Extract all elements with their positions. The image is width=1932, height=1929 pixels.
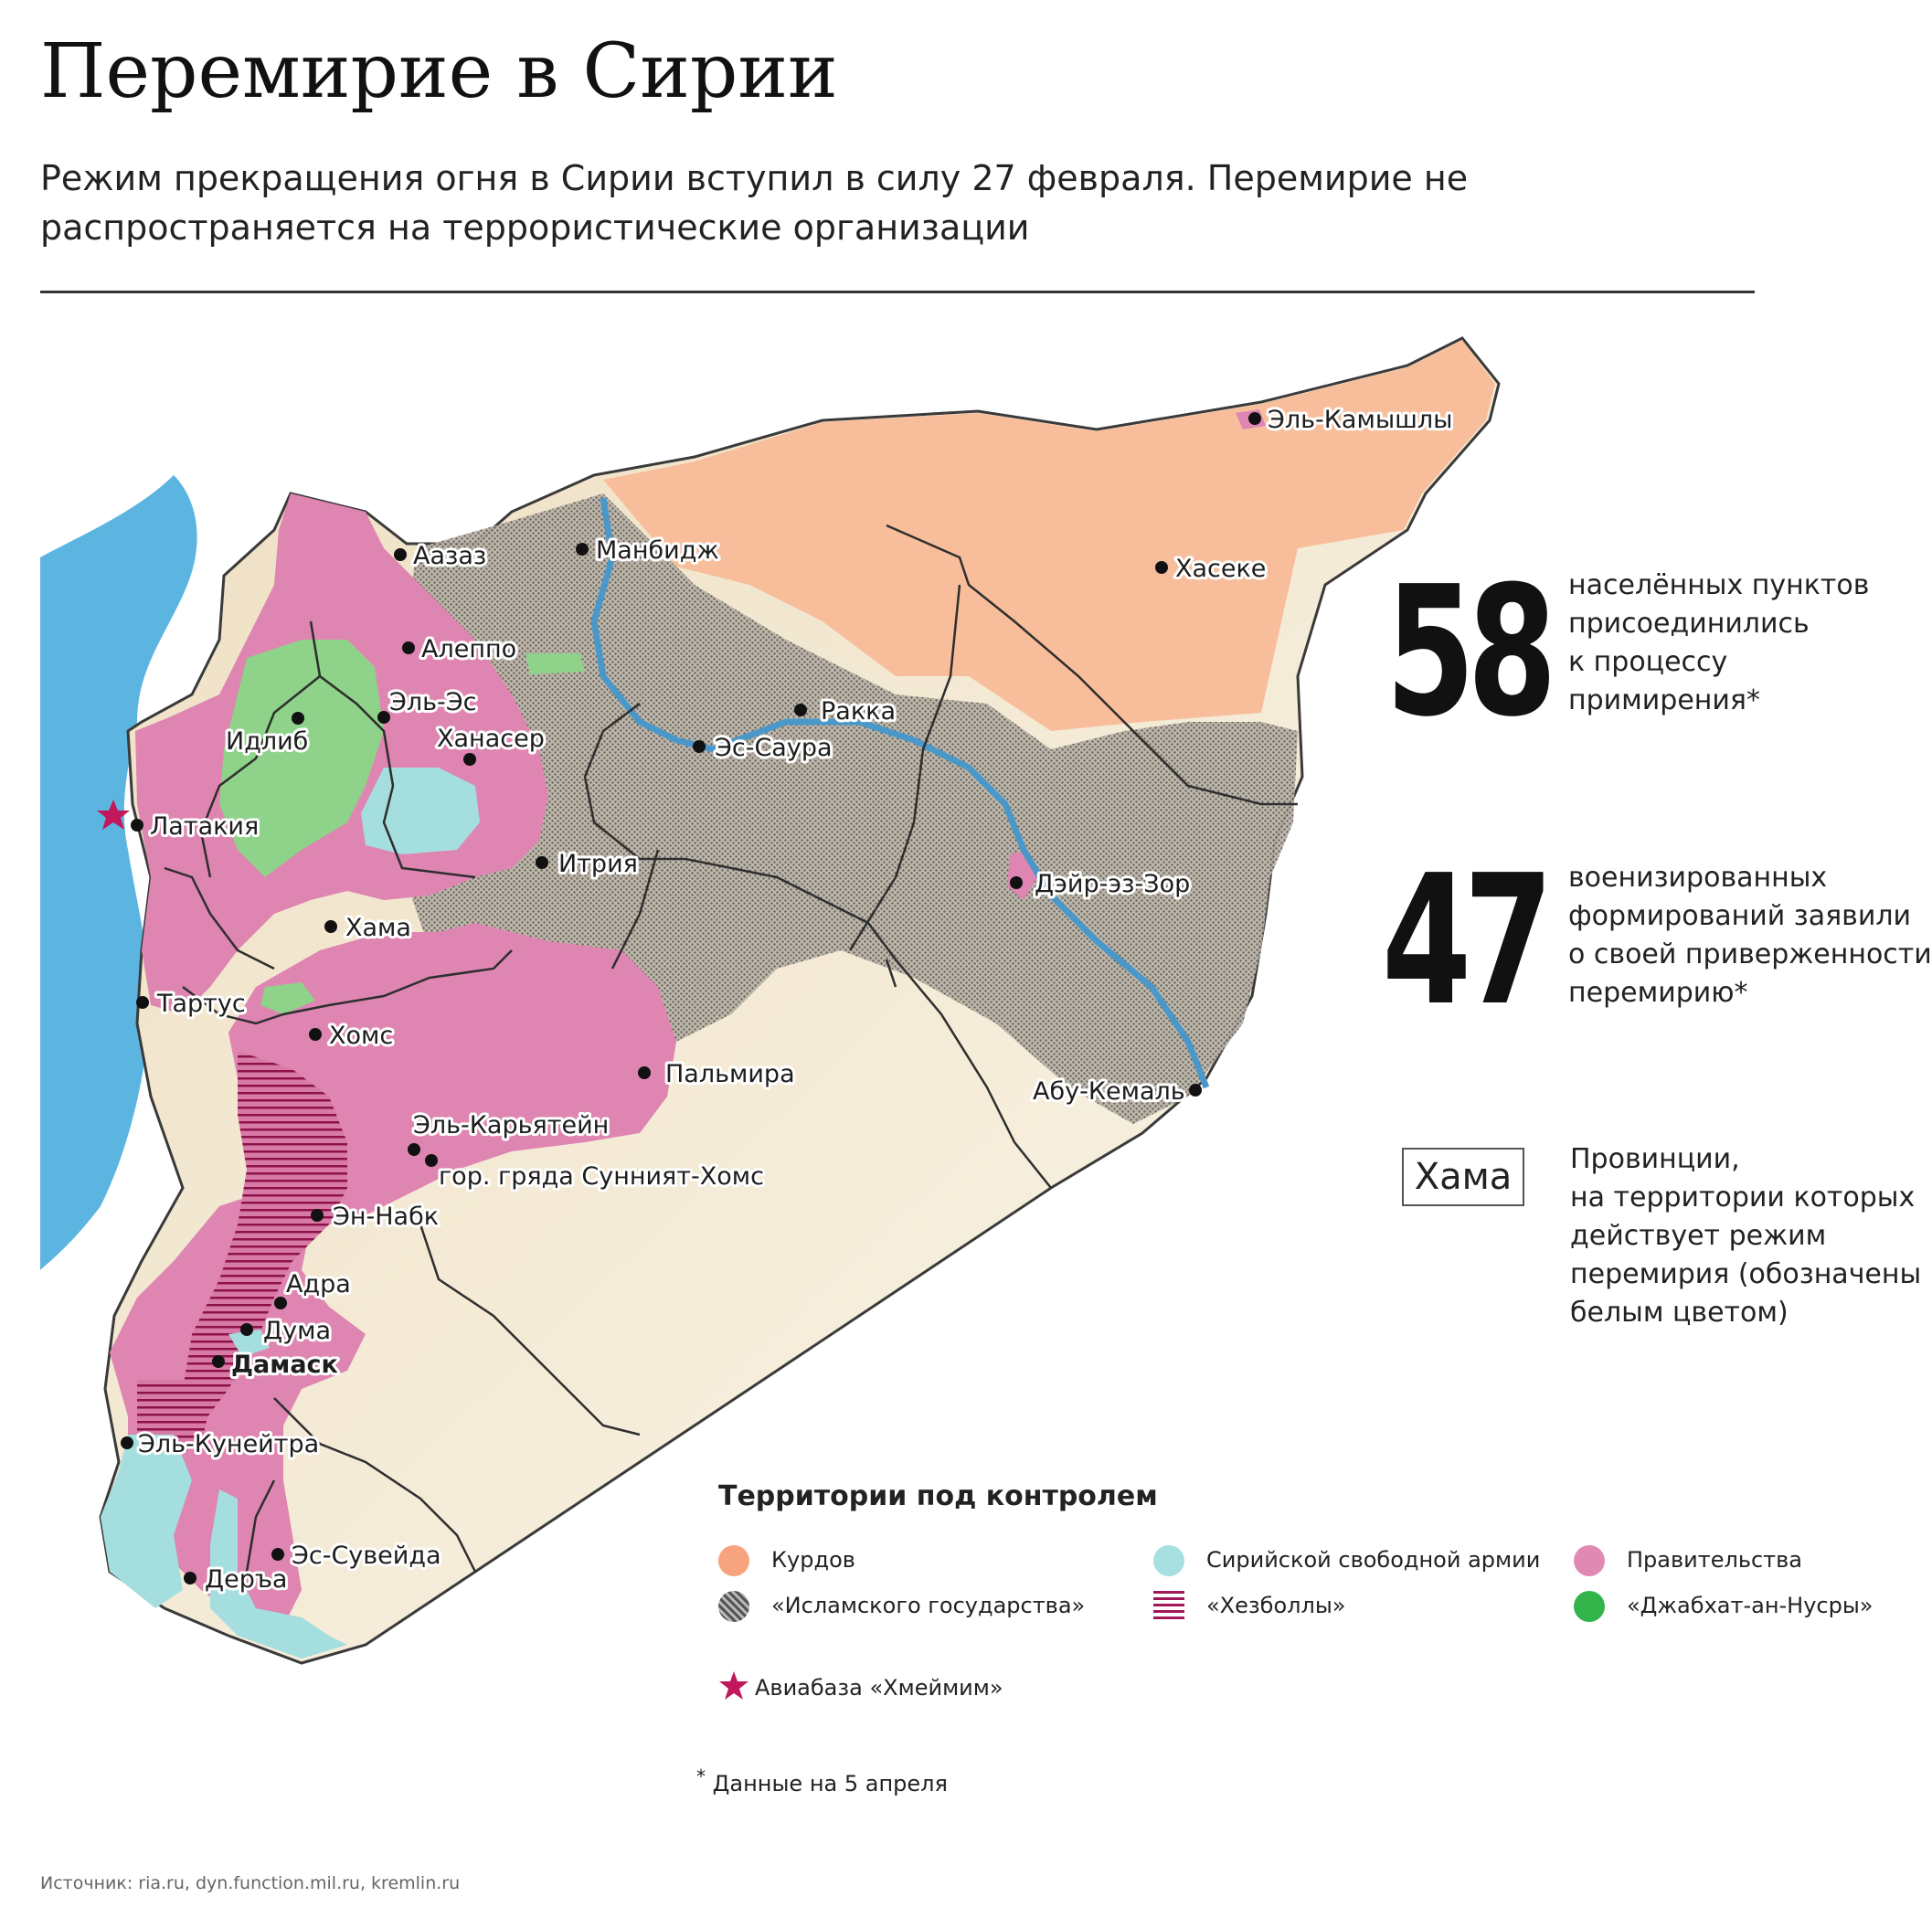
province-note-text	[1570, 1140, 1921, 1332]
stat-settlements-number: 58	[1385, 548, 1550, 757]
city-raqqa: Ракка	[821, 697, 896, 726]
city-douma: Дума	[263, 1317, 331, 1345]
city-dot-abu-kamal	[1189, 1084, 1202, 1097]
footnote-text: Данные на 5 апреля	[712, 1771, 948, 1797]
city-dot-as-saura	[693, 740, 706, 753]
city-dot-hama	[324, 920, 337, 933]
legend-swatch-fsa	[1153, 1545, 1184, 1576]
province-note-line1: Провинции,	[1570, 1143, 1740, 1175]
city-abu-kamal: Абу-Кемаль	[1033, 1077, 1185, 1106]
legend-label-hezbollah: «Хезболлы»	[1206, 1593, 1346, 1618]
city-khanasser: Ханасер	[437, 725, 545, 753]
city-as-saura: Эс-Саура	[715, 734, 833, 762]
city-hasakah: Хасеке	[1175, 555, 1267, 583]
city-dot-an-nabk	[311, 1209, 324, 1222]
stat-formations-line2: формирований заявили	[1568, 900, 1912, 932]
legend-label-nusra: «Джабхат-ан-Нусры»	[1627, 1593, 1874, 1618]
city-dot-idlib	[292, 712, 304, 725]
city-dot-hasakah	[1155, 561, 1168, 574]
header-divider	[40, 291, 1755, 293]
city-latakia: Латакия	[150, 812, 260, 841]
source-note: Источник: ria.ru, dyn.function.mil.ru, kremlin.ru	[40, 1873, 461, 1893]
legend-swatch-kurds	[718, 1545, 749, 1576]
legend-swatch-islamic-state	[718, 1591, 749, 1622]
stat-settlements-line2: присоединились	[1568, 608, 1810, 640]
city-as-suwayda: Эс-Сувейда	[292, 1542, 441, 1570]
page-subtitle: Режим прекращения огня в Сирии вступил в силу 27 февраля. Перемирие не распространяется на террористические организации	[40, 158, 1469, 248]
city-dot-aleppo	[402, 641, 415, 654]
city-damascus: Дамаск	[231, 1351, 338, 1379]
legend-label-fsa: Сирийской свободной армии	[1206, 1547, 1541, 1573]
city-idlib: Идлиб	[226, 727, 309, 756]
city-dot-tartus	[136, 996, 149, 1009]
province-note-line2: на территории которых	[1570, 1182, 1916, 1214]
legend-swatch-hezbollah	[1153, 1591, 1184, 1622]
city-homs: Хомс	[329, 1022, 394, 1050]
stat-formations-line4: перемирию*	[1568, 977, 1748, 1009]
city-dot-raqqa	[794, 704, 807, 716]
city-daraa: Деръа	[205, 1565, 288, 1594]
province-note-line5: белым цветом)	[1570, 1297, 1789, 1329]
province-example-box: Хама	[1402, 1148, 1524, 1206]
city-palmyra: Пальмира	[665, 1060, 795, 1088]
fsa-zone-south	[101, 1435, 192, 1608]
legend-title: Территории под контролем	[718, 1480, 1158, 1512]
city-dot-al-eis	[377, 711, 390, 724]
city-dot-khanasser	[463, 753, 476, 766]
city-qamishli: Эль-Камышлы	[1268, 406, 1453, 434]
city-dot-as-suwayda	[271, 1548, 284, 1561]
city-azaz: Аазаз	[413, 542, 487, 570]
legend-label-kurds: Курдов	[771, 1547, 855, 1573]
footnote-mark: *	[696, 1765, 706, 1787]
page-title: Перемирие в Сирии	[40, 28, 838, 115]
legend-label-government: Правительства	[1627, 1547, 1802, 1573]
legend-label-islamic-state: «Исламского государства»	[771, 1593, 1086, 1618]
city-tartus: Тартус	[157, 990, 246, 1018]
stat-formations-text	[1568, 859, 1932, 1012]
stat-settlements-line1: населённых пунктов	[1568, 569, 1870, 601]
stat-formations-line3: о своей приверженности	[1568, 938, 1932, 970]
city-dot-daraa	[184, 1572, 196, 1585]
city-dot-al-qaryatayn	[408, 1143, 420, 1156]
legend-swatch-nusra	[1574, 1591, 1605, 1622]
city-dot-sunniyat-homs	[425, 1154, 438, 1167]
city-aleppo: Алеппо	[421, 635, 517, 663]
city-adra: Адра	[286, 1270, 351, 1298]
footnote	[696, 1765, 948, 1797]
city-dot-latakia	[131, 819, 143, 832]
fsa-zone-north	[361, 768, 480, 854]
city-hama: Хама	[345, 914, 411, 942]
stat-settlements-line4: примирения*	[1568, 684, 1760, 716]
city-sunniyat-homs: гор. гряда Сунният-Хомс	[439, 1162, 764, 1191]
city-manbij: Манбидж	[596, 536, 719, 565]
city-quneitra: Эль-Кунейтра	[138, 1430, 320, 1458]
city-dot-douma	[240, 1323, 253, 1336]
stat-settlements-text	[1568, 567, 1869, 720]
province-note-line4: перемирия (обозначены	[1570, 1258, 1922, 1290]
province-note-line3: действует режим	[1570, 1220, 1827, 1252]
city-dot-manbij	[576, 543, 589, 556]
city-dot-ithriya	[536, 856, 548, 869]
legend-airbase-star-icon	[718, 1670, 749, 1701]
city-dot-qamishli	[1248, 412, 1261, 425]
city-dot-palmyra	[638, 1066, 651, 1079]
city-al-qaryatayn: Эль-Карьятейн	[413, 1111, 610, 1139]
city-dot-azaz	[394, 548, 407, 561]
city-dot-deir-ez-zor	[1010, 876, 1023, 889]
stat-settlements-line3: к процессу	[1568, 646, 1728, 678]
city-dot-quneitra	[121, 1436, 133, 1449]
city-ithriya: Итрия	[558, 850, 638, 878]
nusra-zone-small	[525, 653, 585, 674]
stat-formations-number: 47	[1382, 837, 1546, 1045]
city-dot-adra	[274, 1297, 287, 1309]
city-al-eis: Эль-Эс	[389, 688, 477, 716]
legend-swatch-government	[1574, 1545, 1605, 1576]
stat-formations-line1: военизированных	[1568, 862, 1828, 894]
city-an-nabk: Эн-Набк	[333, 1203, 440, 1231]
city-dot-damascus	[212, 1355, 225, 1368]
city-deir-ez-zor: Дэйр-эз-Зор	[1035, 870, 1191, 898]
legend-label-airbase: Авиабаза «Хмеймим»	[755, 1675, 1003, 1701]
city-dot-homs	[309, 1028, 322, 1041]
